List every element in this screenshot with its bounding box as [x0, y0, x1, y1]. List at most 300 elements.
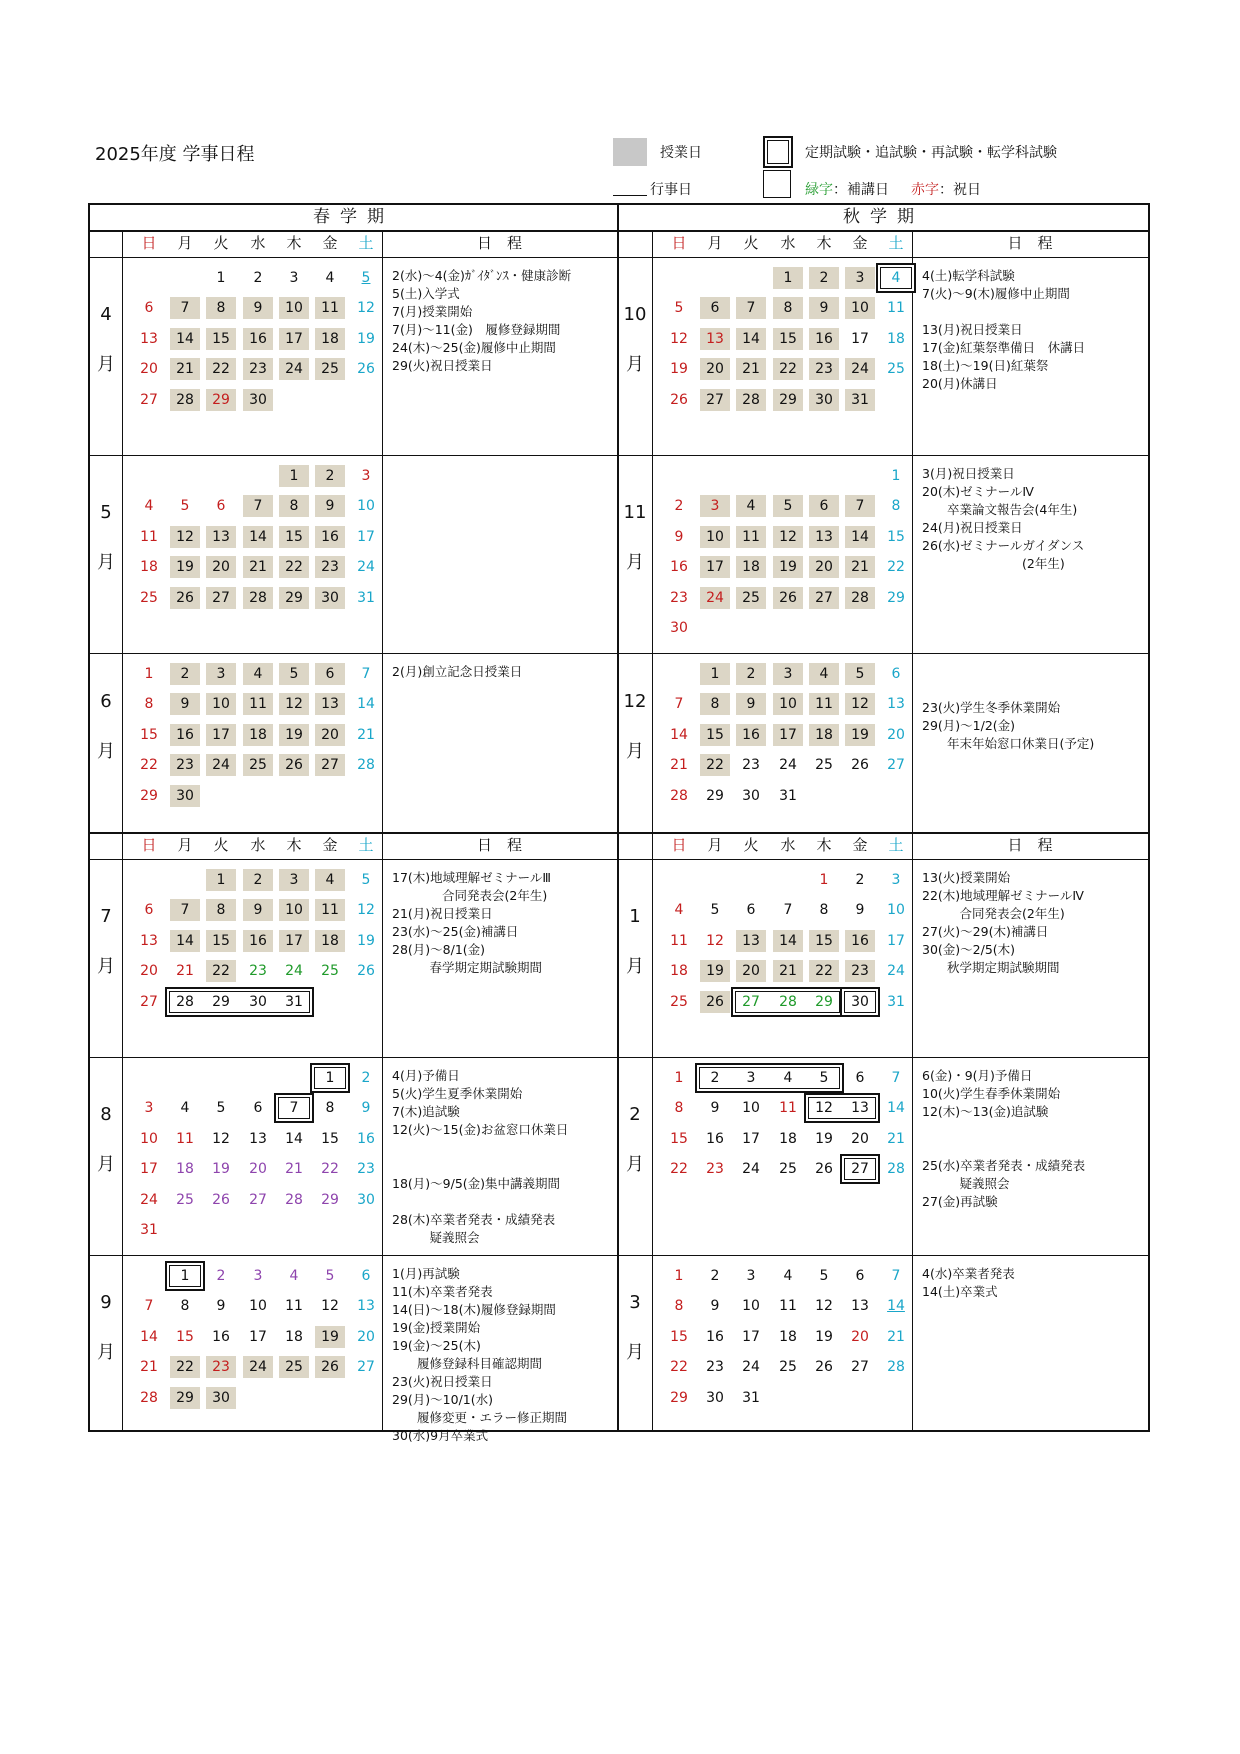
- month-label: [90, 1104, 122, 1204]
- calendar-day: 18: [779, 1328, 797, 1345]
- calendar-day: 22: [809, 960, 839, 982]
- weekday-header: 木: [816, 836, 832, 854]
- calendar-day: 14: [736, 328, 766, 350]
- calendar-day: 30: [249, 993, 267, 1010]
- calendar-day: 7: [289, 1100, 299, 1117]
- calendar-day: 1: [700, 663, 730, 685]
- calendar-day: 15: [809, 930, 839, 952]
- calendar-day: 3: [289, 270, 299, 286]
- calendar-day: 12: [212, 1130, 230, 1147]
- calendar-day: 30: [706, 1389, 724, 1406]
- calendar-day: 29: [140, 787, 158, 804]
- calendar-day: 11: [779, 1100, 797, 1117]
- calendar-day: 2: [736, 663, 766, 685]
- weekday-header: 日: [141, 234, 157, 252]
- event-line: 24(木)～25(金)履修中止期間: [392, 340, 556, 355]
- calendar-day: 6: [855, 1268, 865, 1284]
- calendar-day: 14: [887, 1100, 905, 1117]
- calendar-day: 27: [851, 1161, 869, 1178]
- legend-holiday-prefix: 赤字: [911, 182, 939, 198]
- calendar-day: 29: [170, 1387, 200, 1409]
- month-label: [619, 1104, 651, 1204]
- calendar-day: 25: [176, 1191, 194, 1208]
- calendar-day: 29: [212, 993, 230, 1010]
- calendar-day: 14: [887, 1298, 905, 1315]
- calendar-day: 8: [206, 297, 236, 319]
- weekday-header: 土: [358, 234, 374, 252]
- calendar-day: 14: [773, 930, 803, 952]
- calendar-day: 18: [243, 724, 273, 746]
- calendar-day: 10: [279, 297, 309, 319]
- calendar-day: 19: [815, 1130, 833, 1147]
- event-line: [392, 1193, 568, 1211]
- calendar-day: 7: [243, 495, 273, 517]
- calendar-day: 1: [144, 666, 154, 682]
- calendar-day: 21: [736, 358, 766, 380]
- event-line: 23(火)学生冬季休業開始: [922, 700, 1061, 715]
- calendar-day: 17: [279, 328, 309, 350]
- weekday-header: 日: [671, 234, 687, 252]
- month-events: [392, 1067, 568, 1247]
- weekday-header: 日: [141, 836, 157, 854]
- month-label: [90, 502, 122, 602]
- calendar-day: 4: [809, 663, 839, 685]
- calendar-day: 16: [670, 559, 688, 576]
- event-line: 30(金)～2/5(木): [922, 942, 1016, 957]
- calendar-day: 21: [176, 963, 194, 980]
- calendar-day: 21: [170, 358, 200, 380]
- legend-event-label: 行事日: [650, 182, 692, 198]
- calendar-day: 1: [674, 1070, 684, 1086]
- event-line: 30(水)9月卒業式: [392, 1428, 489, 1443]
- row-divider: [90, 455, 1148, 456]
- calendar-day: 2: [243, 869, 273, 891]
- calendar-day: 7: [674, 696, 684, 713]
- calendar-day: 29: [321, 1191, 339, 1208]
- calendar-day: 15: [700, 724, 730, 746]
- calendar-day: 24: [279, 358, 309, 380]
- calendar-day: 23: [243, 358, 273, 380]
- calendar-day: 2: [710, 1070, 720, 1086]
- calendar-day: 15: [773, 328, 803, 350]
- calendar-day: 11: [176, 1130, 194, 1147]
- weekday-header: 火: [743, 836, 759, 854]
- event-line: 合同発表会(2年生): [922, 906, 1065, 921]
- calendar-day: 15: [206, 328, 236, 350]
- calendar-day: 16: [243, 930, 273, 952]
- calendar-day: 14: [845, 526, 875, 548]
- calendar-day: 4: [243, 663, 273, 685]
- calendar-day: 18: [140, 559, 158, 576]
- row-divider: [90, 859, 1148, 860]
- calendar-day: 3: [845, 267, 875, 289]
- event-line: 14(日)～18(木)履修登録期間: [392, 1302, 556, 1317]
- calendar-day: 16: [170, 724, 200, 746]
- calendar-day: 5: [180, 498, 190, 515]
- row-divider: [90, 1255, 1148, 1256]
- legend-makeup-suffix: ：補講日: [833, 182, 889, 198]
- calendar-day: 2: [361, 1070, 371, 1086]
- month-char: 月: [97, 1341, 115, 1363]
- month-label: [619, 304, 651, 404]
- calendar-day: 15: [670, 1328, 688, 1345]
- calendar-day: 4: [783, 1070, 793, 1086]
- calendar-day: 6: [746, 902, 756, 919]
- calendar-day: 9: [736, 693, 766, 715]
- calendar-day: 8: [279, 495, 309, 517]
- calendar-day: 25: [736, 587, 766, 609]
- month-events: [392, 1265, 567, 1445]
- calendar-day: 4: [736, 495, 766, 517]
- exam-period-box: [165, 987, 314, 1017]
- weekday-header: 水: [250, 234, 266, 252]
- calendar-day: 16: [736, 724, 766, 746]
- event-line: 5(火)学生夏季休業開始: [392, 1086, 523, 1101]
- exam-period-box: [804, 1093, 880, 1123]
- calendar-day: 21: [887, 1130, 905, 1147]
- column-divider: [122, 230, 123, 1430]
- calendar-day: 24: [742, 1359, 760, 1376]
- calendar-day: 19: [670, 361, 688, 378]
- calendar-day: 4: [674, 902, 684, 919]
- month-label: [619, 691, 651, 791]
- calendar-day: 10: [887, 902, 905, 919]
- calendar-day: 6: [253, 1100, 263, 1117]
- calendar-day: 19: [700, 960, 730, 982]
- event-line: 17(木)地域理解ゼミナールⅢ: [392, 870, 552, 885]
- calendar-day: 6: [315, 663, 345, 685]
- calendar-day: 20: [206, 556, 236, 578]
- calendar-day: 27: [700, 389, 730, 411]
- month-events: [922, 1067, 1085, 1211]
- weekday-header: 水: [250, 836, 266, 854]
- event-line: 7(火)～9(木)履修中止期間: [922, 286, 1070, 301]
- calendar-day: 21: [773, 960, 803, 982]
- calendar-day: 7: [361, 666, 371, 682]
- calendar-day: 20: [851, 1328, 869, 1345]
- month-events: [922, 267, 1085, 393]
- calendar-day: 9: [170, 693, 200, 715]
- calendar-day: 8: [891, 498, 901, 515]
- event-line: 29(火)祝日授業日: [392, 358, 493, 373]
- month-char: 月: [97, 552, 115, 573]
- calendar-day: 17: [249, 1328, 267, 1345]
- month-events: [922, 869, 1084, 977]
- weekday-header: 水: [780, 836, 796, 854]
- calendar-day: 12: [845, 693, 875, 715]
- calendar-day: 22: [670, 1161, 688, 1178]
- month-label: [90, 691, 122, 791]
- calendar-day: 16: [357, 1130, 375, 1147]
- calendar-day: 28: [845, 587, 875, 609]
- calendar-day: 30: [670, 620, 688, 636]
- calendar-day: 10: [279, 899, 309, 921]
- weekday-header: 土: [888, 234, 904, 252]
- calendar-day: 28: [779, 993, 797, 1010]
- calendar-day: 8: [180, 1298, 190, 1315]
- event-line: 27(金)再試験: [922, 1194, 998, 1209]
- calendar-day: 30: [809, 389, 839, 411]
- calendar-day: 14: [285, 1130, 303, 1147]
- calendar-day: 10: [742, 1298, 760, 1315]
- calendar-day: 22: [670, 1359, 688, 1376]
- calendar-day: 22: [279, 556, 309, 578]
- month-events: [922, 465, 1084, 573]
- calendar-day: 21: [887, 1328, 905, 1345]
- column-divider: [652, 230, 653, 1430]
- calendar-day: 17: [357, 528, 375, 545]
- calendar-day: 5: [674, 300, 684, 317]
- calendar-day: 6: [216, 498, 226, 515]
- calendar-day: 28: [887, 1359, 905, 1376]
- calendar-day: 8: [206, 899, 236, 921]
- calendar-day: 5: [819, 1070, 829, 1086]
- calendar-day: 28: [176, 993, 194, 1010]
- month-label: [619, 502, 651, 602]
- month-char: 月: [626, 956, 644, 977]
- schedule-header: 日 程: [1007, 836, 1053, 854]
- calendar-day: 22: [206, 358, 236, 380]
- calendar-day: 17: [742, 1328, 760, 1345]
- calendar-day: 10: [845, 297, 875, 319]
- calendar-day: 5: [216, 1100, 226, 1117]
- calendar-day: 12: [706, 932, 724, 949]
- calendar-day: 15: [887, 528, 905, 545]
- month-number: 3: [629, 1291, 641, 1313]
- calendar-day: 24: [357, 559, 375, 576]
- calendar-day: 6: [361, 1268, 371, 1284]
- month-number: 2: [629, 1104, 641, 1125]
- calendar-day: 6: [891, 666, 901, 682]
- event-line: 1(月)再試験: [392, 1266, 460, 1281]
- calendar-day: 9: [315, 495, 345, 517]
- calendar-day: 14: [357, 696, 375, 713]
- calendar-day: 19: [315, 1326, 345, 1348]
- calendar-day: 25: [670, 993, 688, 1010]
- weekday-header: 火: [213, 836, 229, 854]
- calendar-day: 18: [285, 1328, 303, 1345]
- calendar-day: 15: [321, 1130, 339, 1147]
- exam-period-box: [165, 1261, 205, 1291]
- calendar-day: 23: [170, 754, 200, 776]
- calendar-day: 10: [357, 498, 375, 515]
- event-line: 7(木)追試験: [392, 1104, 460, 1119]
- calendar-day: 31: [845, 389, 875, 411]
- event-line: 13(火)授業開始: [922, 870, 1011, 885]
- calendar-day: 4: [315, 869, 345, 891]
- event-line: 7(月)授業開始: [392, 304, 473, 319]
- calendar-day: 20: [357, 1328, 375, 1345]
- calendar-day: 30: [170, 785, 200, 807]
- calendar-day: 28: [285, 1191, 303, 1208]
- calendar-day: 9: [674, 528, 684, 545]
- event-line: 28(木)卒業者発表・成績発表: [392, 1212, 556, 1227]
- calendar-day: 14: [170, 328, 200, 350]
- calendar-day: 3: [361, 468, 371, 484]
- calendar-day: 8: [325, 1100, 335, 1117]
- spring-semester-title: 春学期: [313, 207, 394, 227]
- calendar-day: 26: [315, 1356, 345, 1378]
- calendar-day: 24: [206, 754, 236, 776]
- calendar-day: 24: [887, 963, 905, 980]
- calendar-day: 17: [887, 932, 905, 949]
- calendar-day: 25: [279, 1356, 309, 1378]
- event-line: 24(月)祝日授業日: [922, 520, 1023, 535]
- calendar-day: 22: [140, 757, 158, 774]
- calendar-day: 21: [670, 757, 688, 774]
- weekday-header: 金: [322, 234, 338, 252]
- calendar-day: 22: [773, 358, 803, 380]
- calendar-day: 28: [736, 389, 766, 411]
- calendar-day: 23: [845, 960, 875, 982]
- weekday-header: 火: [743, 234, 759, 252]
- event-line: 卒業論文報告会(4年生): [922, 502, 1078, 517]
- calendar-day: 2: [170, 663, 200, 685]
- calendar-day: 4: [144, 498, 154, 515]
- calendar-day: 7: [144, 1298, 154, 1315]
- calendar-day: 22: [321, 1161, 339, 1178]
- event-line: 26(水)ゼミナールガイダンス: [922, 538, 1085, 553]
- legend-class-day-swatch: [613, 138, 647, 166]
- calendar-day: 30: [315, 587, 345, 609]
- calendar-day: 19: [170, 556, 200, 578]
- calendar-day: 30: [742, 787, 760, 804]
- calendar-day: 28: [887, 1161, 905, 1178]
- schedule-header: 日 程: [476, 836, 522, 854]
- month-number: 1: [629, 906, 641, 927]
- calendar-day: 26: [357, 963, 375, 980]
- calendar-day: 28: [170, 389, 200, 411]
- calendar-day: 1: [216, 270, 226, 286]
- weekday-header: 水: [780, 234, 796, 252]
- calendar-day: 3: [773, 663, 803, 685]
- legend-makeup-prefix: 緑字: [805, 182, 833, 198]
- calendar-day: 11: [670, 932, 688, 949]
- calendar-table: [88, 203, 1150, 1443]
- exam-period-box: [731, 987, 844, 1017]
- calendar-day: 3: [746, 1268, 756, 1284]
- calendar-day: 2: [315, 465, 345, 487]
- calendar-day: 31: [357, 589, 375, 606]
- calendar-day: 20: [140, 361, 158, 378]
- weekday-header: 日: [671, 836, 687, 854]
- calendar-day: 9: [809, 297, 839, 319]
- month-char: 月: [626, 1341, 644, 1363]
- event-line: 2(月)創立記念日授業日: [392, 664, 523, 679]
- calendar-day: 18: [809, 724, 839, 746]
- calendar-day: 20: [851, 1130, 869, 1147]
- event-line: 14(土)卒業式: [922, 1284, 998, 1299]
- calendar-day: 29: [773, 389, 803, 411]
- month-label: [90, 1292, 122, 1392]
- calendar-day: 29: [279, 587, 309, 609]
- calendar-day: 24: [700, 587, 730, 609]
- month-label: [90, 906, 122, 1006]
- month-label: [619, 1292, 651, 1392]
- calendar-day: 29: [670, 1389, 688, 1406]
- calendar-day: 13: [140, 932, 158, 949]
- month-events: [922, 1265, 1015, 1301]
- month-number: 6: [100, 690, 112, 712]
- calendar-day: 10: [742, 1100, 760, 1117]
- calendar-day: 1: [279, 465, 309, 487]
- calendar-day: 11: [243, 693, 273, 715]
- row-divider: [90, 1057, 1148, 1058]
- calendar-day: 2: [710, 1268, 720, 1284]
- exam-period-box: [695, 1063, 844, 1093]
- event-line: 20(木)ゼミナールⅣ: [922, 484, 1034, 499]
- month-label: [90, 304, 122, 404]
- calendar-day: 3: [279, 869, 309, 891]
- event-line: 疑義照会: [922, 1176, 1010, 1191]
- event-line: [922, 663, 1094, 681]
- calendar-day: 16: [845, 930, 875, 952]
- calendar-day: 25: [815, 757, 833, 774]
- exam-period-box: [876, 263, 916, 293]
- calendar-day: 29: [706, 787, 724, 804]
- calendar-day: 23: [706, 1359, 724, 1376]
- calendar-day: 29: [815, 993, 833, 1010]
- calendar-day: 12: [279, 693, 309, 715]
- calendar-day: 17: [851, 330, 869, 347]
- event-line: 23(水)～25(金)補講日: [392, 924, 519, 939]
- calendar-day: 26: [670, 391, 688, 408]
- calendar-day: 13: [315, 693, 345, 715]
- month-char: 月: [97, 740, 115, 762]
- month-char: 月: [626, 1154, 644, 1175]
- legend-makeup-label: [805, 179, 981, 199]
- calendar-day: 16: [706, 1130, 724, 1147]
- calendar-day: 14: [140, 1328, 158, 1345]
- month-number: 5: [100, 502, 112, 523]
- calendar-day: 24: [285, 963, 303, 980]
- calendar-day: 27: [809, 587, 839, 609]
- calendar-day: 8: [674, 1298, 684, 1315]
- calendar-day: 24: [779, 757, 797, 774]
- row-divider: [90, 257, 1148, 258]
- calendar-day: 15: [140, 726, 158, 743]
- calendar-day: 12: [321, 1298, 339, 1315]
- row-divider: [90, 653, 1148, 654]
- calendar-day: 19: [212, 1161, 230, 1178]
- calendar-day: 21: [357, 726, 375, 743]
- weekday-header: 土: [358, 836, 374, 854]
- month-char: 月: [97, 956, 115, 977]
- calendar-day: 12: [357, 300, 375, 317]
- calendar-day: 25: [779, 1161, 797, 1178]
- calendar-day: 8: [700, 693, 730, 715]
- calendar-day: 27: [887, 757, 905, 774]
- calendar-day: 31: [285, 993, 303, 1010]
- calendar-day: 12: [815, 1100, 833, 1117]
- exam-period-box: [274, 1093, 314, 1123]
- legend-makeup-swatch: [763, 170, 791, 198]
- event-line: 春学期定期試験期間: [392, 960, 543, 975]
- weekday-header: 金: [852, 836, 868, 854]
- calendar-day: 4: [783, 1268, 793, 1284]
- calendar-day: 19: [357, 932, 375, 949]
- calendar-day: 22: [700, 754, 730, 776]
- calendar-day: 21: [845, 556, 875, 578]
- schedule-header: 日 程: [476, 234, 522, 252]
- weekday-header: 月: [177, 234, 193, 252]
- event-line: 21(月)祝日授業日: [392, 906, 493, 921]
- calendar-day: 12: [357, 902, 375, 919]
- month-number: 7: [100, 906, 112, 927]
- calendar-day: 3: [253, 1268, 263, 1284]
- calendar-day: 3: [206, 663, 236, 685]
- event-line: 3(月)祝日授業日: [922, 466, 1015, 481]
